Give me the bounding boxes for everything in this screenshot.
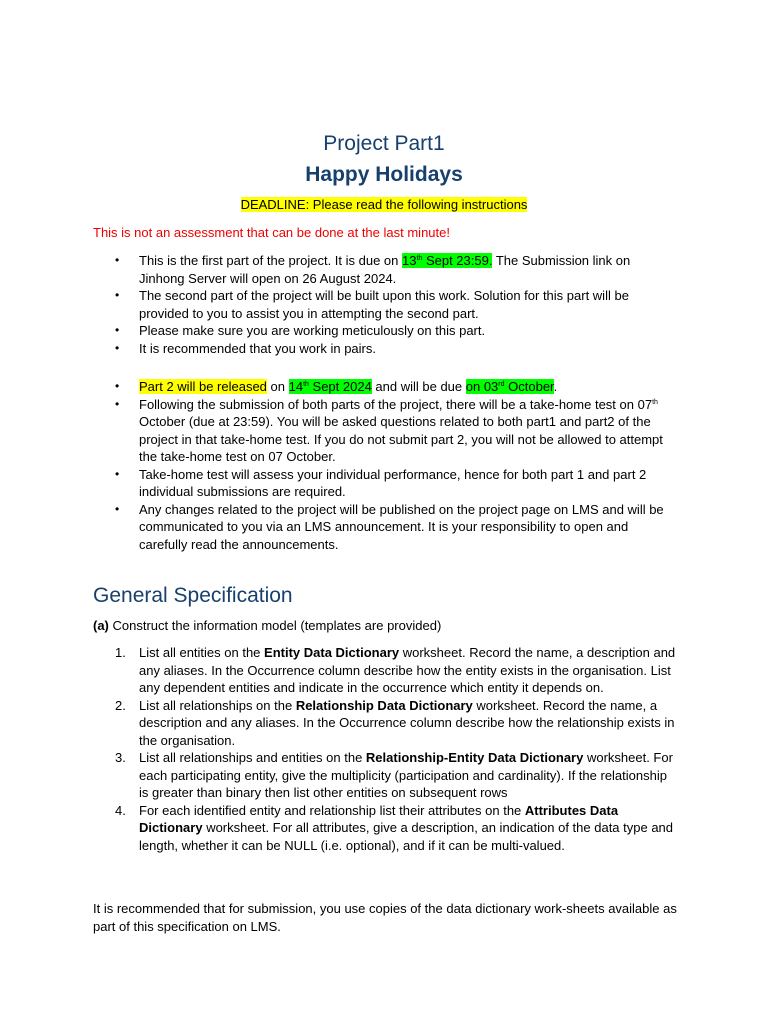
footer-note: It is recommended that for submission, you use copies of the data dictionary work-sheets available as part of this specification on LMS. [93, 901, 677, 934]
list-item-text: Any changes related to the project will be published on the project page on LMS and will be communicated to you via an LMS announcement. It is your responsibility to open and carefully read the announcements. [139, 501, 664, 552]
list-item: 4. For each identified entity and relationship list their attributes on the Attributes Data Dictionary worksheet. For all attributes, give a description, an indication of the data type and length, whether it can be NULL (i.e. optional), and if it can be multi-valued. [115, 802, 674, 853]
list-item [93, 466, 678, 501]
bullet-icon: • [115, 379, 120, 393]
list-item [93, 340, 678, 358]
list-item [93, 322, 678, 340]
section-heading: General Specification [93, 584, 293, 607]
list-item: • Following the submission of both parts of the project, there will be a take-home test on 07th October (due at 23:59). You will be asked questions related to both part1 and part2 of the project in that take-home test. If you do not submit part 2, you will not be allowed to attempt the take-home test on 07 October. [115, 396, 663, 464]
list-item: 1. List all entities on the Entity Data Dictionary worksheet. Record the name, a description and any aliases. In the Occurrence column describe how the entity exists in the organisation. List any dependent entities and indicate in the occurrence which entity it depends on. [115, 645, 676, 695]
bullet-icon: • [115, 396, 120, 411]
due-date-highlight: 13th Sept 23:59. [402, 253, 493, 268]
list-item [93, 252, 678, 287]
bullet-icon: • [115, 466, 120, 481]
step-number: 2. [115, 697, 126, 713]
list-item-text: The second part of the project will be built upon this work. Solution for this part will be provided to you to assist you in attempting the second part. [139, 288, 629, 321]
instructions-list-part1 [93, 252, 678, 357]
list-item-text: Take-home test will assess your individual performance, hence for both part 1 and part 2 individual submissions are required. [139, 466, 647, 499]
warning-text: This is not an assessment that can be done at the last minute! [93, 225, 450, 240]
list-item-text: It is recommended that you work in pairs. [139, 340, 376, 356]
release-date-highlight: 14th Sept 2024 [288, 379, 372, 394]
bullet-icon: • [115, 501, 120, 516]
list-item: • Part 2 will be released on 14th Sept 2024 and will be due on 03rd October. [115, 379, 558, 394]
step-number: 3. [115, 750, 126, 765]
document-title: Project Part1 [323, 132, 445, 155]
list-item-text: This is the first part of the project. It is due on [139, 253, 403, 268]
instructions-list-part2 [93, 378, 678, 553]
list-item-text: The Submission link on Jinhong Server will open on 26 August 2024. [139, 253, 631, 286]
list-item [93, 501, 678, 554]
deadline-notice: DEADLINE: Please read the following instructions [240, 197, 528, 212]
document-subtitle: Happy Holidays [305, 163, 463, 186]
bullet-icon: • [115, 323, 120, 337]
deadline-line [0, 196, 768, 214]
intro-label: (a) [93, 618, 109, 633]
bullet-icon: • [115, 288, 120, 302]
bullet-icon: • [115, 253, 120, 267]
list-item-text: Please make sure you are working meticulously on this part. [139, 323, 486, 338]
step-number: 1. [115, 645, 126, 660]
step-number: 4. [115, 802, 126, 818]
intro-text: Construct the information model (templates are provided) [108, 618, 442, 633]
bullet-icon: • [115, 340, 120, 355]
part2-due-highlight: on 03rd October [465, 379, 554, 394]
list-item: 3. List all relationships and entities on the Relationship-Entity Data Dictionary worksheet. For each participating entity, give the multiplicity (participation and cardinality). If the relationship is greater than binary then list other entities on subsequent rows [115, 750, 673, 800]
steps-list [93, 644, 678, 854]
release-highlight: Part 2 will be released [139, 379, 267, 394]
list-item: 2. List all relationships on the Relationship Data Dictionary worksheet. Record the name, a description and any aliases. In the Occurrence column describe how the relationship exists in the organisation. [115, 697, 675, 748]
list-item [93, 287, 678, 322]
section-intro [93, 617, 441, 635]
